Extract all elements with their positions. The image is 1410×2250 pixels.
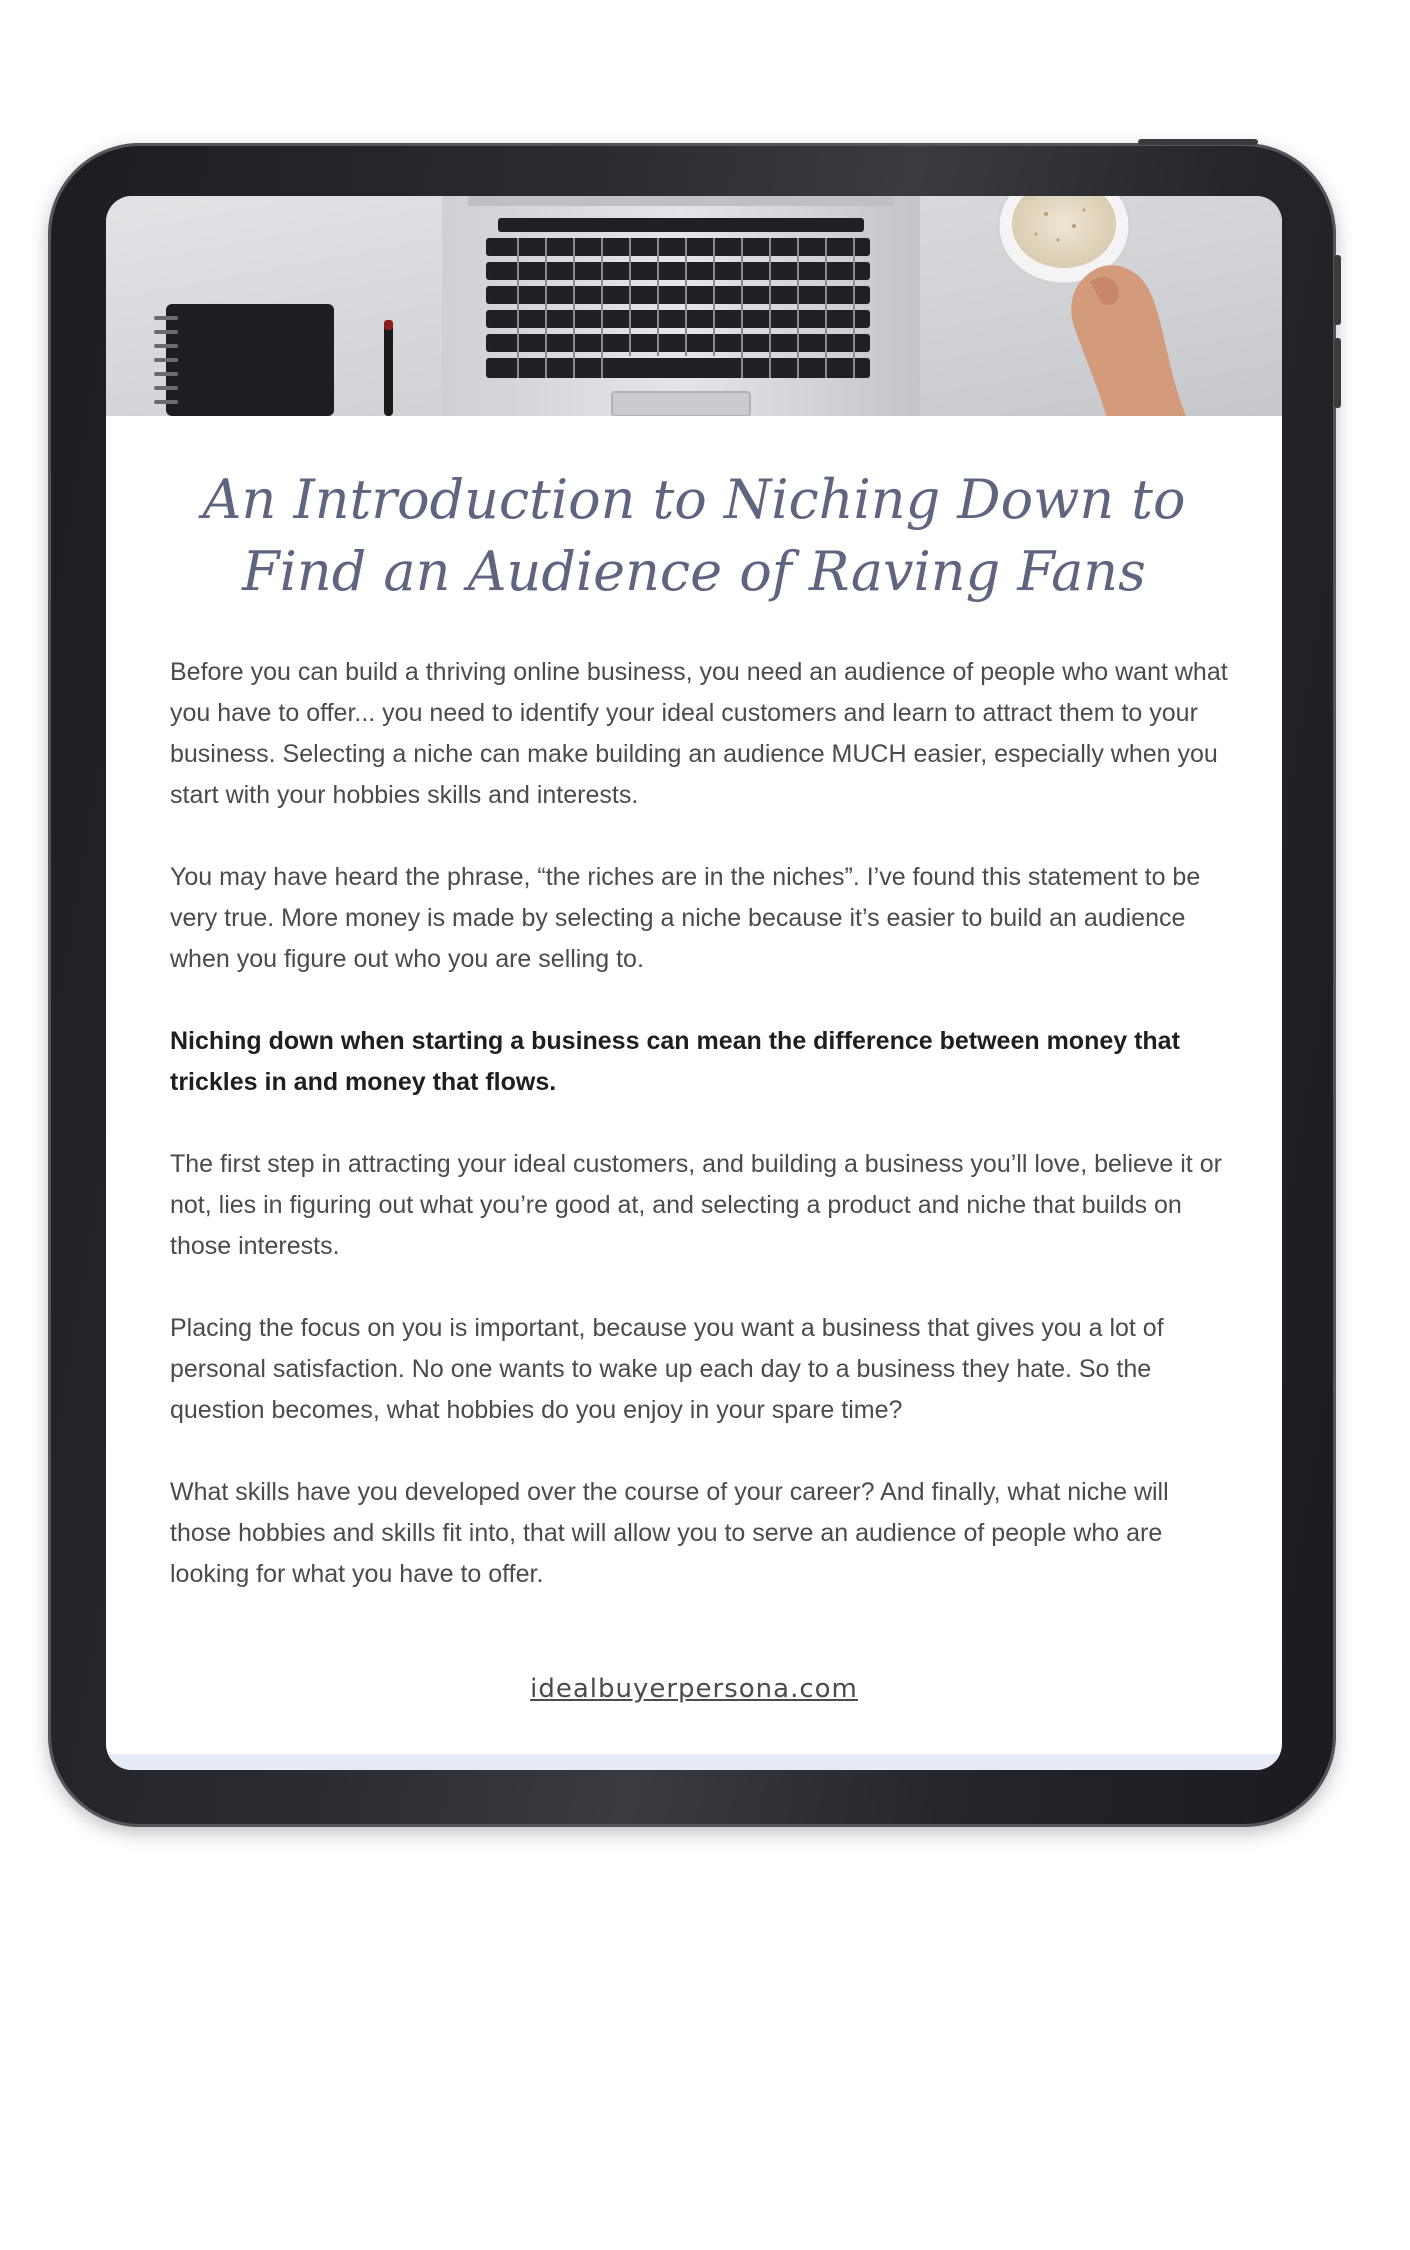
paragraph-intro: Before you can build a thriving online business, you need an audience of people who want what you have to offer... you need to identify your ideal customers and learn to attract them to your business. Selecting a niche can make building an audience MUCH easier, especially when you start with your hobbies skills and interests. bbox=[170, 658, 1228, 809]
tablet-screen bbox=[106, 196, 1282, 1770]
paragraph-focus: Placing the focus on you is important, because you want a business that gives you a lot of personal satisfaction. No one wants to wake up each day to a business they hate. So the question becomes, what hobbies do you enjoy in your spare time? bbox=[170, 1314, 1164, 1424]
footer-website-link[interactable]: idealbuyerpersona.com bbox=[530, 1674, 858, 1704]
hero-image bbox=[106, 196, 1282, 416]
pen-icon bbox=[384, 320, 393, 416]
paragraph-skills: What skills have you developed over the course of your career? And finally, what niche will those hobbies and skills fit into, that will allow you to serve an audience of people who are looking for what you have to offer. bbox=[170, 1478, 1169, 1588]
screen-bottom-bar bbox=[106, 1754, 1282, 1770]
laptop-keyboard-icon bbox=[442, 196, 920, 416]
paragraph-first-step: The first step in attracting your ideal customers, and building a business you’ll love, believe it or not, lies in figuring out what you’re good at, and selecting a product and niche that builds on those interests. bbox=[170, 1150, 1222, 1260]
volume-down-button bbox=[1334, 338, 1341, 408]
paragraph-highlight: Niching down when starting a business can mean the difference between money that trickles in and money that flows. bbox=[170, 1027, 1180, 1096]
paragraph-riches: You may have heard the phrase, “the riches are in the niches”. I’ve found this statement to be very true. More money is made by selecting a niche because it’s easier to build an audience when you figure out who you are selling to. bbox=[170, 863, 1201, 973]
notebook-icon bbox=[154, 304, 334, 416]
volume-up-button bbox=[1334, 255, 1341, 325]
document-title: An Introduction to Niching Down to Find an Audience of Raving Fans bbox=[202, 468, 1186, 603]
document-body bbox=[170, 652, 1234, 1636]
power-button bbox=[1138, 139, 1258, 145]
